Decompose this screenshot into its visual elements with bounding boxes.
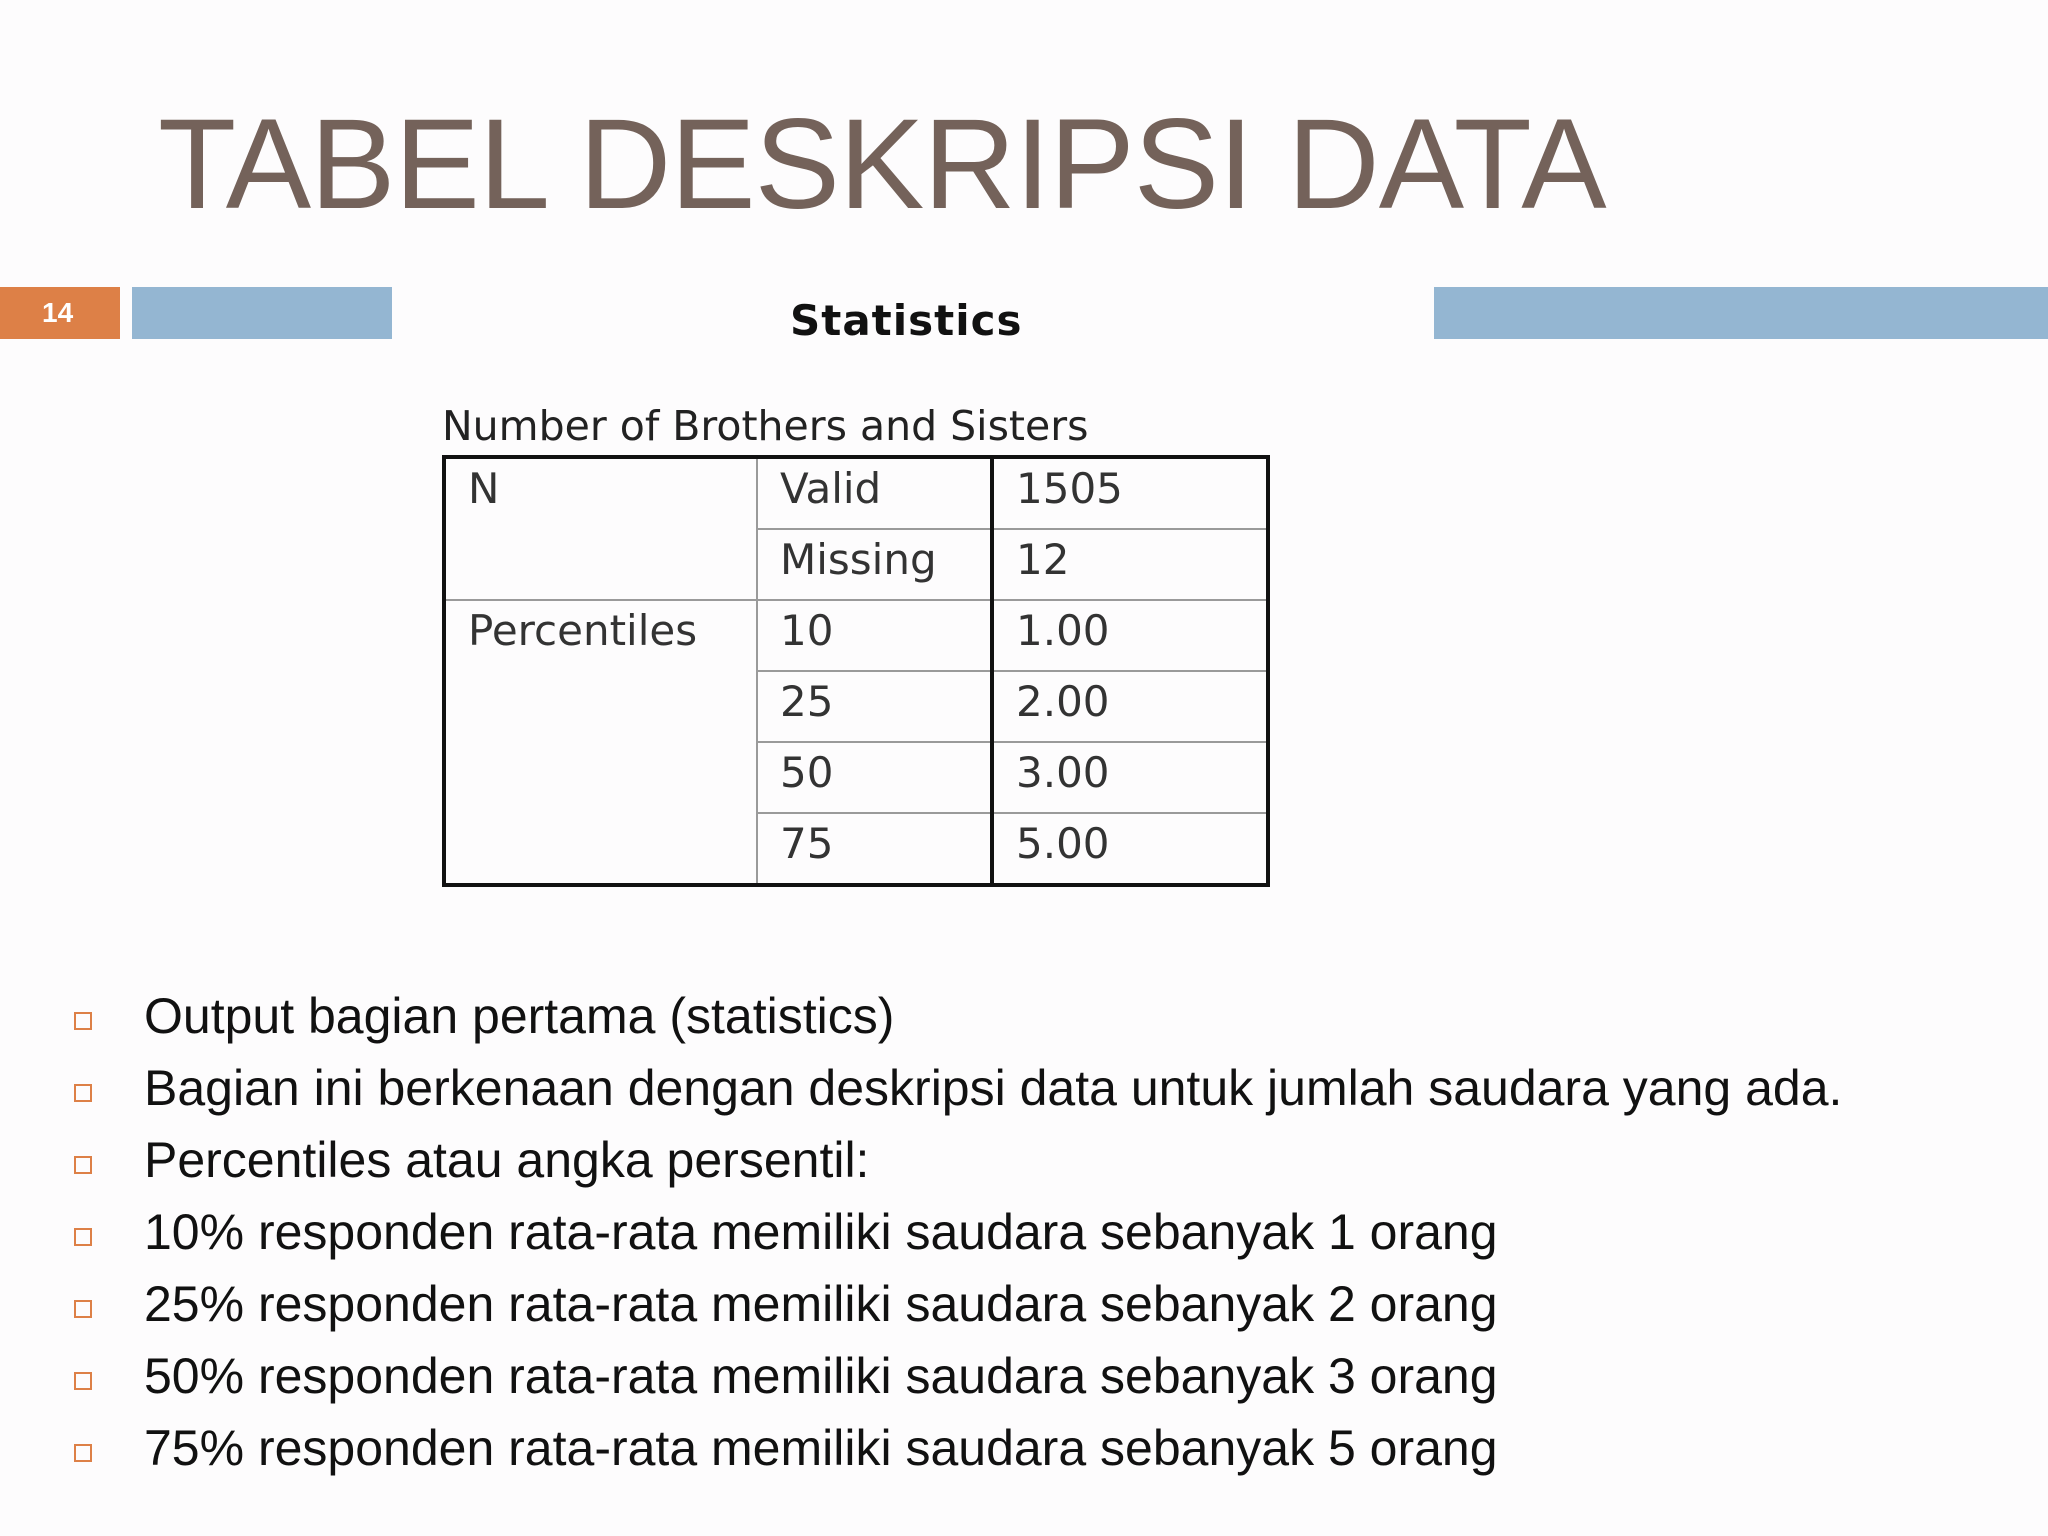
table-row	[444, 813, 1268, 885]
table-row	[444, 742, 1268, 813]
bullet-text: 50% responden rata-rata memiliki saudara sebanyak 3 orang	[144, 1348, 1498, 1404]
decorative-bar-right	[1434, 287, 2048, 339]
page-number-badge: 14	[0, 287, 120, 339]
row-group-cell: N	[444, 457, 757, 529]
square-bullet-icon	[74, 1012, 92, 1030]
bullet-list	[70, 990, 1970, 1494]
row-value-cell: 5.00	[1016, 819, 1110, 868]
statistics-heading: Statistics	[790, 296, 1023, 345]
row-value-cell: 12	[992, 529, 1268, 600]
bullet-text: Output bagian pertama (statistics)	[144, 988, 895, 1044]
table-row	[444, 671, 1268, 742]
square-bullet-icon	[74, 1084, 92, 1102]
square-bullet-icon	[74, 1372, 92, 1390]
row-value-cell: 1505	[992, 457, 1268, 529]
row-value-cell: 1.00	[992, 600, 1268, 671]
table-row	[444, 457, 1268, 529]
bullet-text: 25% responden rata-rata memiliki saudara sebanyak 2 orang	[144, 1276, 1498, 1332]
list-item	[70, 1206, 1970, 1258]
row-label-cell: 25	[757, 671, 992, 742]
row-group-cell	[444, 671, 757, 742]
square-bullet-icon	[74, 1228, 92, 1246]
row-value-cell: 2.00	[992, 671, 1268, 742]
row-label-cell: 50	[757, 742, 992, 813]
row-group-cell: Percentiles	[444, 600, 757, 671]
row-label-cell: 10	[757, 600, 992, 671]
row-value-cell: 3.00	[992, 742, 1268, 813]
row-label-cell: Missing	[757, 529, 992, 600]
table-row	[444, 600, 1268, 671]
list-item	[70, 1422, 1970, 1474]
list-item	[70, 1062, 1970, 1114]
list-item	[70, 1278, 1970, 1330]
decorative-bar-left	[132, 287, 392, 339]
list-item	[70, 1350, 1970, 1402]
bullet-text: Bagian ini berkenaan dengan deskripsi data untuk jumlah saudara yang ada.	[144, 1060, 1843, 1116]
statistics-table	[442, 455, 1270, 887]
row-label-cell: 75	[757, 813, 992, 885]
row-label-cell: Valid	[757, 457, 992, 529]
bullet-text: 10% responden rata-rata memiliki saudara sebanyak 1 orang	[144, 1204, 1498, 1260]
list-item	[70, 990, 1970, 1042]
row-group-cell	[444, 742, 757, 813]
slide-title: TABEL DESKRIPSI DATA	[158, 93, 1606, 236]
row-group-cell	[444, 529, 757, 600]
square-bullet-icon	[74, 1156, 92, 1174]
square-bullet-icon	[74, 1300, 92, 1318]
square-bullet-icon	[74, 1444, 92, 1462]
row-group-cell	[444, 813, 757, 885]
bullet-text: Percentiles atau angka persentil:	[144, 1132, 870, 1188]
statistics-caption: Number of Brothers and Sisters	[442, 402, 1089, 450]
list-item	[70, 1134, 1970, 1186]
table-row	[444, 529, 1268, 600]
bullet-text: 75% responden rata-rata memiliki saudara sebanyak 5 orang	[144, 1420, 1498, 1476]
